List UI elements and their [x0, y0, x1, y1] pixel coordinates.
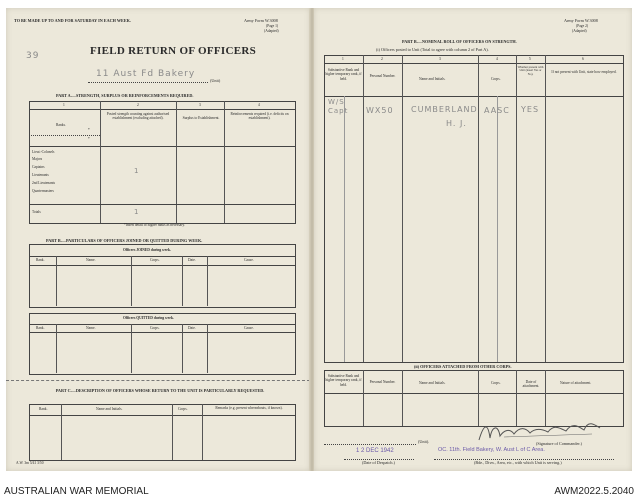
- col-reinf: Reinforcements required (i.e. deficits on establishment).: [230, 112, 289, 121]
- rank-qms: Quartermasters: [32, 189, 54, 193]
- part-b-right-heading: PART B.—NOMINAL ROLL OF OFFICERS ON STRENGTH.: [402, 39, 517, 44]
- attached-heading: (ii) OFFICERS ATTACHED FROM OTHER CORPS.: [414, 364, 512, 369]
- entry-number: WX50: [366, 106, 394, 115]
- partc-col-rank: Rank.: [39, 407, 48, 411]
- col-num-2: 2: [137, 103, 139, 107]
- entry-name: CUMBERLAND: [411, 105, 478, 114]
- roll-col-present: Whether present with Unit (insert Yes or No).: [517, 65, 544, 76]
- part-c-table: [29, 404, 296, 461]
- form-id: Army Form W.3008: [244, 18, 278, 23]
- quitted-table: [29, 313, 296, 375]
- footnote: *Insert detail of higher ranks as necessary.: [124, 223, 185, 227]
- col-num-4: 4: [258, 103, 260, 107]
- unit-label-right: (Unit).: [418, 439, 430, 444]
- roll-num-5: 5: [529, 57, 531, 61]
- unit-handwritten: 11 Aust Fd Bakery: [96, 69, 196, 79]
- unit-stamp: OC. 11th. Field Bakery, W. Aust L of C Area.: [438, 447, 545, 453]
- joined-col-name: Name.: [86, 258, 96, 262]
- part-a-heading: PART A.—STRENGTH, SURPLUS OR REINFORCEMENTS REQUIRED.: [56, 93, 194, 98]
- form-id-right: Army Form W.3008: [564, 18, 598, 23]
- rank-captains: Captains: [32, 165, 45, 169]
- quitted-col-date: Date.: [188, 326, 196, 330]
- form-adapted: (Adapted): [264, 29, 279, 33]
- att-col-rank: Substantive Rank and higher temporary rank, if held.: [325, 374, 362, 387]
- joined-col-cause: Cause.: [244, 258, 254, 262]
- part-c-heading: PART C.—DESCRIPTION OF OFFICERS WHOSE RETURN TO THE UNIT IS PARTICULARLY REQUESTED.: [55, 388, 265, 393]
- roll-col-name: Name and Initials.: [419, 77, 446, 81]
- rank-2nd-lts: 2nd Lieutenants: [32, 181, 56, 185]
- roll-num-3: 3: [439, 57, 441, 61]
- form-title: FIELD RETURN OF OFFICERS: [90, 45, 257, 57]
- entry-corps: AASC: [484, 106, 510, 115]
- top-note: TO BE MADE UP TO AND FOR SATURDAY IN EACH WEEK.: [14, 18, 131, 23]
- roll-col-employed: If not present with Unit, state how employed.: [551, 70, 617, 74]
- entry-rank-2: Capt: [328, 107, 349, 115]
- posted-value: 1: [134, 167, 140, 175]
- left-page: TO BE MADE UP TO AND FOR SATURDAY IN EACH WEEK. Army Form W.3008 (Page 1) (Adapted) 39 FIELD RETURN OF OFFICERS 11 Aust Fd Bakery (Unit) PART A.—STRENGTH, SURPLUS OR REINFORCEMENTS REQUIRED. 1 2 3 4 Ranks. Posted strength counting against authorised establishment (excluding attached). Surplus to Establishment. Reinforcements required (i.e. deficits on establishment). * * Lieut.-Colonels Majors Captains Lieutenants 2nd Lieutenants Quartermasters Totals 1 1 *Insert detail of higher ranks as necessary. PART B.—PARTICULARS OF OFFICERS JOINED OR QUITTED DURING WEEK. Officers JOINED during week. Rank. Name. Corps. Date. Cause. Officers QUITTED during week. Rank. Name. Corps. Date. Cause. PART C.—DESCRIPTION OF OFFICERS WHOSE RETURN TO THE UNIT IS PARTICULARLY REQUESTED. Rank. Name and Initials. Corps. Remarks (e.g. present whereabouts, if known). A.W. 3m 5/41 3/50: [6, 8, 310, 471]
- roll-num-6: 6: [582, 57, 584, 61]
- col-num-3: 3: [199, 103, 201, 107]
- despatch-label: (Date of Despatch.): [362, 460, 395, 465]
- bde-label: (Bde., Divn., Area, etc., with which Unit is serving.): [474, 460, 562, 465]
- joined-heading: Officers JOINED during week.: [123, 248, 171, 252]
- col-surplus: Surplus to Establishment.: [182, 116, 220, 120]
- partc-col-remarks: Remarks (e.g. present whereabouts, if known).: [215, 406, 283, 410]
- quitted-heading: Officers QUITTED during week.: [123, 316, 174, 320]
- form-page-right: (Page 2): [576, 24, 589, 28]
- joined-table: [29, 244, 296, 308]
- entry-present: YES: [521, 105, 540, 114]
- att-col-nature: Nature of attachment.: [560, 381, 592, 385]
- partc-col-name: Name and Initials.: [96, 407, 123, 411]
- rank-lieutenants: Lieutenants: [32, 173, 49, 177]
- roll-col-corps: Corps.: [491, 77, 501, 81]
- quitted-col-corps: Corps.: [150, 326, 160, 330]
- att-col-name: Name and Initials.: [419, 381, 446, 385]
- quitted-col-cause: Cause.: [244, 326, 254, 330]
- form-page: (Page 1): [266, 24, 279, 28]
- totals-label: Totals: [32, 210, 41, 214]
- right-page: [314, 8, 632, 471]
- col-ranks: Ranks.: [56, 123, 66, 127]
- quitted-col-name: Name.: [86, 326, 96, 330]
- joined-col-corps: Corps.: [150, 258, 160, 262]
- rank-majors: Majors: [32, 157, 43, 161]
- roll-num-2: 2: [381, 57, 383, 61]
- nominal-roll-table: [324, 55, 624, 363]
- col-num-1: 1: [63, 103, 65, 107]
- entry-rank-1: W/S: [328, 98, 345, 106]
- unit-label: (Unit): [210, 78, 221, 83]
- part-b-right-sub: (i) Officers posted to Unit (Total to agree with column 2 of Part A).: [376, 47, 489, 52]
- rank-lt-col: Lieut.-Colonels: [32, 150, 55, 154]
- joined-col-date: Date.: [188, 258, 196, 262]
- att-col-corps: Corps.: [491, 381, 501, 385]
- totals-value: 1: [134, 208, 140, 216]
- roll-num-1: 1: [342, 57, 344, 61]
- signature-label: (Signature of Commander.): [536, 441, 582, 446]
- roll-col-number: Personal Number.: [369, 74, 396, 78]
- roll-num-4: 4: [496, 57, 498, 61]
- quitted-col-rank: Rank.: [36, 326, 45, 330]
- roll-col-rank: Substantive Rank and higher temporary rank, if held.: [325, 68, 362, 81]
- date-stamp: 1 2 DEC 1942: [356, 448, 394, 454]
- joined-col-rank: Rank.: [36, 258, 45, 262]
- col-posted: Posted strength counting against authorised establishment (excluding attached).: [106, 112, 170, 121]
- entry-initials: H. J.: [446, 119, 467, 128]
- att-col-number: Personal Number.: [369, 380, 396, 384]
- footer-accession: AWM2022.5.2040: [554, 486, 634, 497]
- printer-code: A.W. 3m 5/41 3/50: [16, 461, 44, 465]
- pencil-number: 39: [26, 51, 40, 61]
- form-adapted-right: (Adapted): [572, 29, 587, 33]
- att-col-date: Date of attachment.: [522, 380, 540, 389]
- partc-col-corps: Corps.: [178, 407, 188, 411]
- part-b-left-heading: PART B.—PARTICULARS OF OFFICERS JOINED OR QUITTED DURING WEEK.: [46, 238, 203, 243]
- footer-institution: AUSTRALIAN WAR MEMORIAL: [4, 486, 149, 497]
